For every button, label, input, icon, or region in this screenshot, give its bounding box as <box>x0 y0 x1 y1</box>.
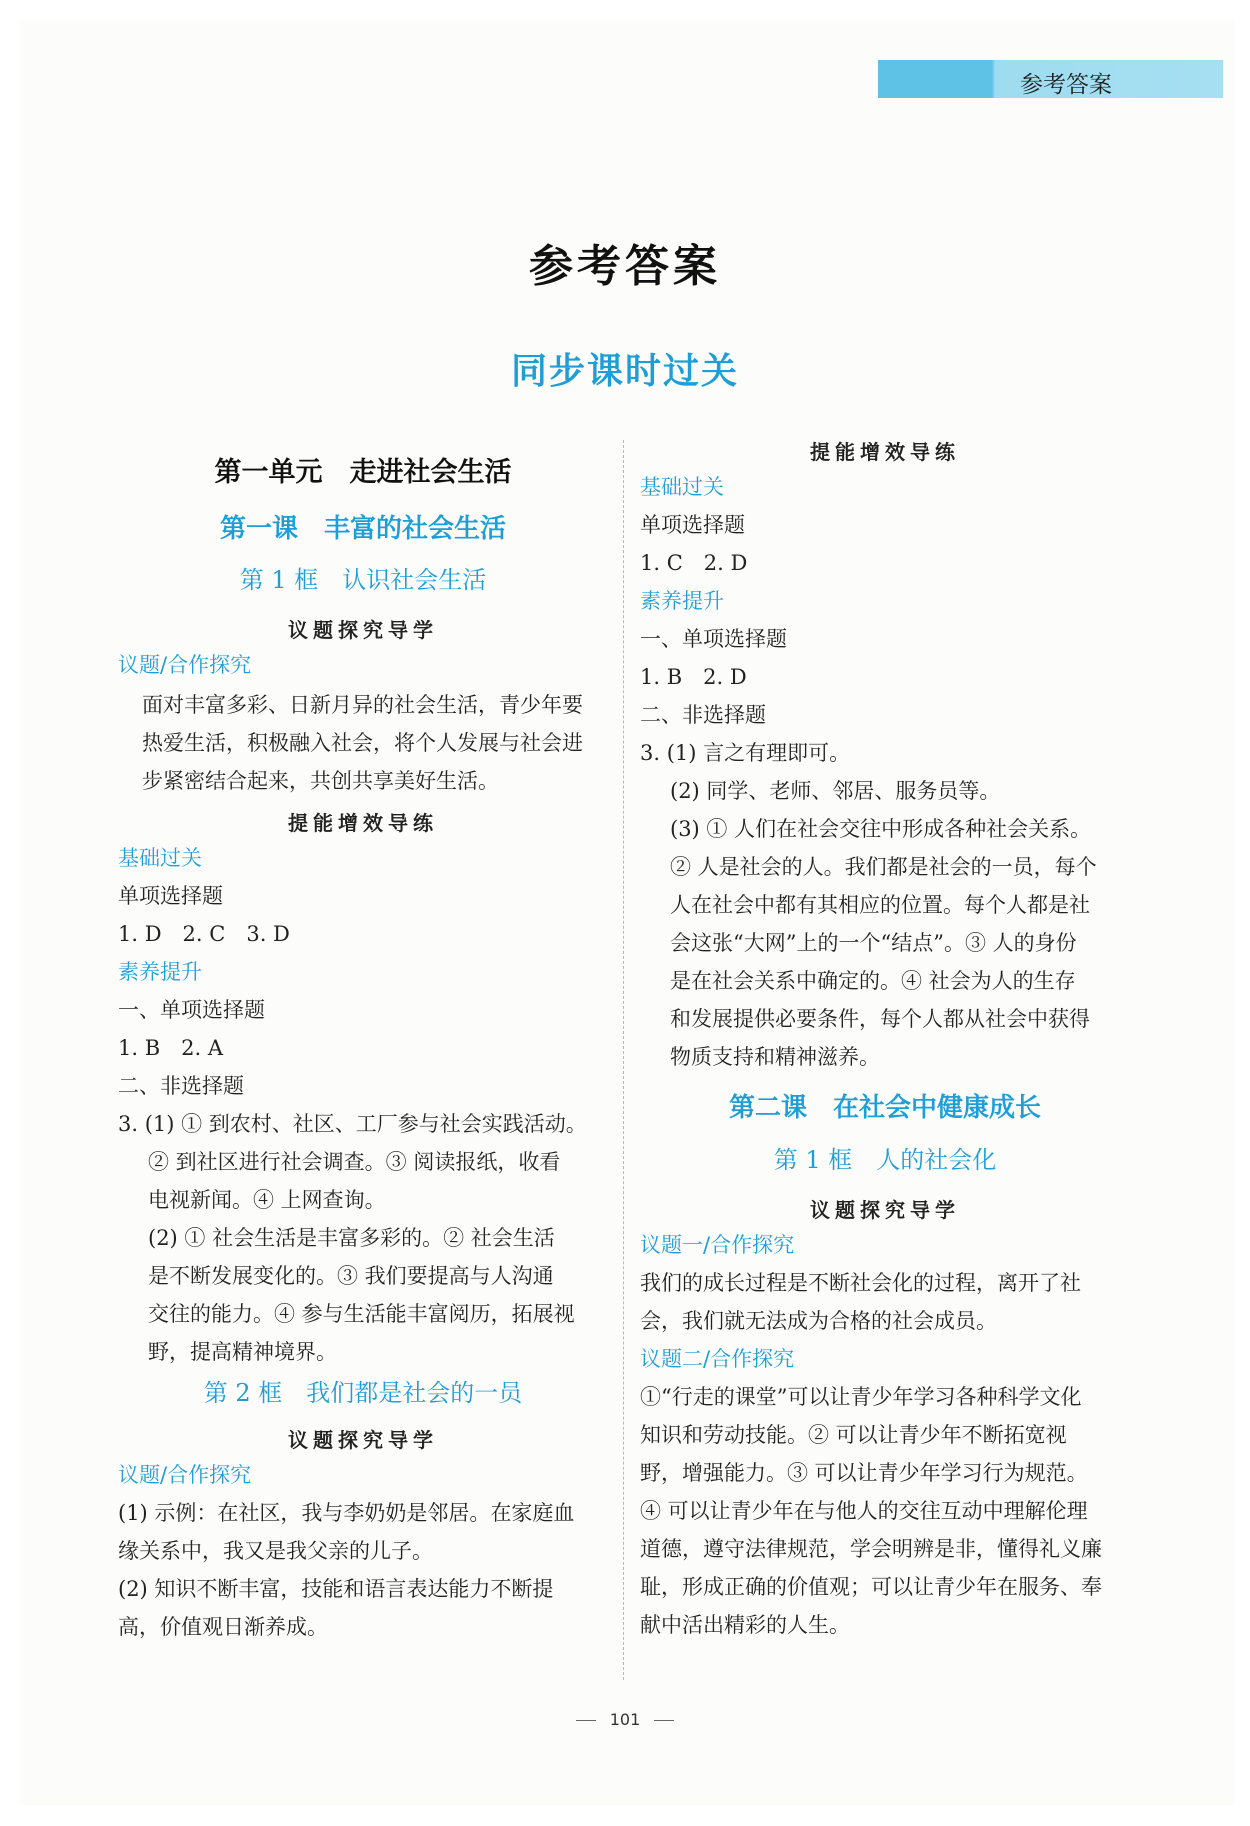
footer <box>0 1710 1250 1729</box>
text-line: 热爱生活，积极融入社会，将个人发展与社会进 <box>142 731 583 755</box>
text-line: 人在社会中都有其相应的位置。每个人都是社 <box>670 893 1090 917</box>
text-line: 一、单项选择题 <box>118 998 265 1022</box>
footer-dash-right <box>654 1720 674 1721</box>
header-tab-label: 参考答案 <box>1020 72 1112 98</box>
section-heading: 基础过关 <box>118 846 202 870</box>
text-line: 会这张“大网”上的一个“结点”。③ 人的身份 <box>670 931 1077 955</box>
text-line: 1. B 2. D <box>640 665 747 689</box>
text-line: 献中活出精彩的人生。 <box>640 1613 850 1637</box>
guide-heading: 提能增效导练 <box>288 811 438 835</box>
text-line: 知识和劳动技能。② 可以让青少年不断拓宽视 <box>640 1423 1067 1447</box>
guide-heading: 议题探究导学 <box>288 618 438 642</box>
text-line: 二、非选择题 <box>640 703 766 727</box>
text-line: 电视新闻。④ 上网查询。 <box>148 1188 386 1212</box>
page-number: 101 <box>609 1710 641 1729</box>
text-line: 单项选择题 <box>118 884 223 908</box>
page-title: 参考答案 <box>529 241 721 292</box>
text-line: 和发展提供必要条件，每个人都从社会中获得 <box>670 1007 1090 1031</box>
section-heading: 素养提升 <box>640 589 724 613</box>
text-line: 野，增强能力。③ 可以让青少年学习行为规范。 <box>640 1461 1088 1485</box>
text-line: 我们的成长过程是不断社会化的过程，离开了社 <box>640 1271 1081 1295</box>
text-line: 会，我们就无法成为合格的社会成员。 <box>640 1309 997 1333</box>
text-line: 1. C 2. D <box>640 551 748 575</box>
text-line: 一、单项选择题 <box>640 627 787 651</box>
section-heading: 基础过关 <box>640 475 724 499</box>
section-heading: 议题/合作探究 <box>118 1463 252 1487</box>
text-line: 是在社会关系中确定的。④ 社会为人的生存 <box>670 969 1076 993</box>
text-line: 步紧密结合起来，共创共享美好生活。 <box>142 769 499 793</box>
frame-heading: 第 2 框 我们都是社会的一员 <box>203 1379 523 1407</box>
footer-dash-left <box>576 1720 596 1721</box>
frame-heading: 第 1 框 人的社会化 <box>773 1146 997 1174</box>
text-line: 1. D 2. C 3. D <box>118 922 290 946</box>
text-line: 面对丰富多彩、日新月异的社会生活，青少年要 <box>142 693 583 717</box>
section-heading: 议题一/合作探究 <box>640 1233 795 1257</box>
text-line: 缘关系中，我又是我父亲的儿子。 <box>118 1539 433 1563</box>
guide-heading: 议题探究导学 <box>288 1428 438 1452</box>
text-line: 1. B 2. A <box>118 1036 224 1060</box>
unit-heading: 第一单元 走进社会生活 <box>214 457 512 488</box>
text-line: 高，价值观日渐养成。 <box>118 1615 328 1639</box>
text-line: ② 人是社会的人。我们都是社会的一员，每个 <box>670 855 1097 879</box>
lesson-heading: 第一课 丰富的社会生活 <box>219 514 506 544</box>
text-line: ①“行走的课堂”可以让青少年学习各种科学文化 <box>640 1385 1082 1409</box>
guide-heading: 议题探究导学 <box>810 1198 960 1222</box>
frame-heading: 第 1 框 认识社会生活 <box>239 566 487 594</box>
text-line: 道德，遵守法律规范，学会明辨是非，懂得礼义廉 <box>640 1537 1102 1561</box>
text-line: 是不断发展变化的。③ 我们要提高与人沟通 <box>148 1264 554 1288</box>
text-line: 3. (1) 言之有理即可。 <box>640 741 851 765</box>
text-line: ② 到社区进行社会调查。③ 阅读报纸，收看 <box>148 1150 561 1174</box>
section-heading: 议题二/合作探究 <box>640 1347 795 1371</box>
text-line: (1) 示例：在社区，我与李奶奶是邻居。在家庭血 <box>118 1501 575 1525</box>
section-heading: 议题/合作探究 <box>118 653 252 677</box>
text-line: (2) ① 社会生活是丰富多彩的。② 社会生活 <box>148 1226 555 1250</box>
text-line: 单项选择题 <box>640 513 745 537</box>
text-line: (2) 同学、老师、邻居、服务员等。 <box>670 779 1001 803</box>
text-line: 耻，形成正确的价值观；可以让青少年在服务、奉 <box>640 1575 1102 1599</box>
text-line: 3. (1) ① 到农村、社区、工厂参与社会实践活动。 <box>118 1112 587 1136</box>
text-line: 交往的能力。④ 参与生活能丰富阅历，拓展视 <box>148 1302 575 1326</box>
text-line: 物质支持和精神滋养。 <box>670 1045 880 1069</box>
text-line: (3) ① 人们在社会交往中形成各种社会关系。 <box>670 817 1092 841</box>
section-title: 同步课时过关 <box>510 351 739 392</box>
text-line: ④ 可以让青少年在与他人的交往互动中理解伦理 <box>640 1499 1088 1523</box>
text-line: 野，提高精神境界。 <box>148 1340 337 1364</box>
guide-heading: 提能增效导练 <box>810 440 960 464</box>
lesson-heading: 第二课 在社会中健康成长 <box>728 1093 1041 1123</box>
column-divider <box>623 440 624 1680</box>
text-line: 二、非选择题 <box>118 1074 244 1098</box>
text-line: (2) 知识不断丰富，技能和语言表达能力不断提 <box>118 1577 554 1601</box>
section-heading: 素养提升 <box>118 960 202 984</box>
